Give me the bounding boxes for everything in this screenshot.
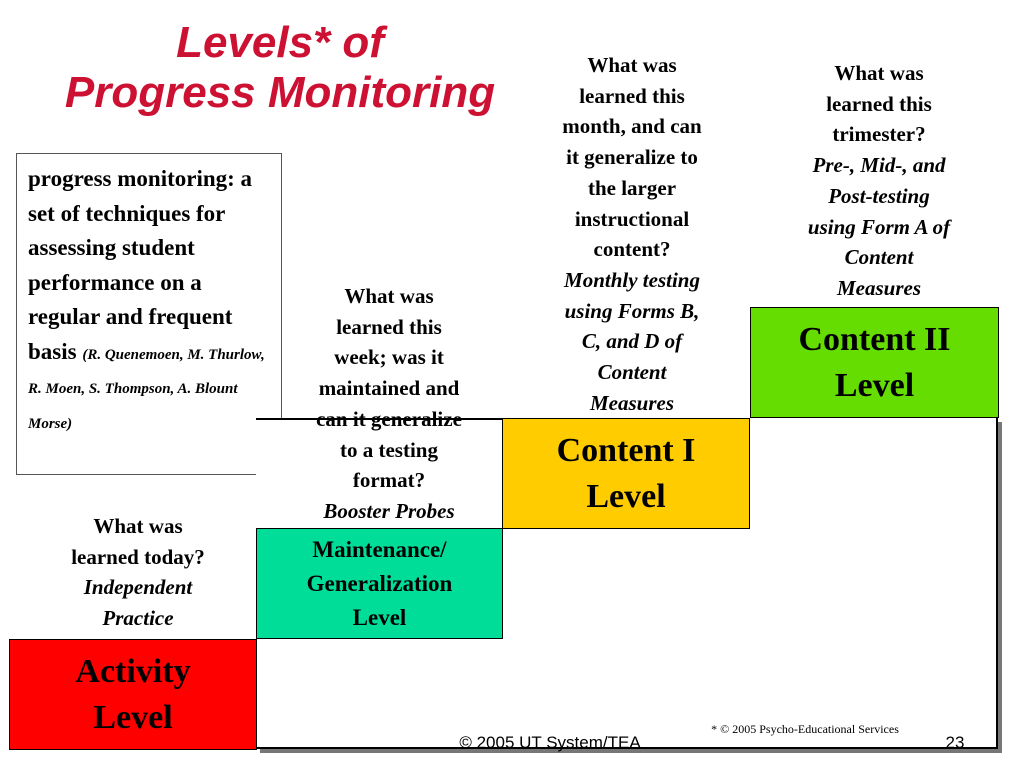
description-method-line: Monthly testing bbox=[564, 267, 700, 292]
definition-citation: (R. Quenemoen, M. Thurlow, R. Moen, S. Thompson, A. Blount Morse) bbox=[28, 346, 265, 432]
slide-title-line-1: Levels* of bbox=[176, 18, 384, 67]
description-question-line: learned today? bbox=[71, 544, 205, 569]
description-method-line: C, and D of bbox=[581, 329, 683, 354]
content-ii-level-box bbox=[750, 307, 999, 418]
description-question-line: can it generalize bbox=[316, 406, 462, 431]
activity-level-box bbox=[9, 639, 257, 750]
description-question-line: month, and can bbox=[562, 114, 702, 139]
content-ii-level-description bbox=[788, 58, 970, 304]
description-question-line: learned this bbox=[579, 83, 685, 108]
activity-level-label-line-2: Level bbox=[93, 698, 173, 736]
content-i-level-description bbox=[543, 50, 721, 418]
description-question-line: What was bbox=[587, 53, 677, 77]
description-question-line: learned this bbox=[336, 314, 442, 339]
description-question-line: to a testing bbox=[340, 437, 438, 462]
maintenance-level-label-line-2: Generalization bbox=[306, 570, 453, 596]
description-question-line: learned this bbox=[826, 91, 932, 116]
description-question-line: week; was it bbox=[334, 345, 444, 370]
content-i-level-box bbox=[502, 418, 750, 529]
description-question-line: instructional bbox=[574, 206, 690, 231]
description-question-line: What was bbox=[834, 61, 924, 85]
description-method-line: Content bbox=[597, 360, 667, 385]
description-method-line: Pre-, Mid-, and bbox=[812, 153, 946, 178]
description-question-line: the larger bbox=[587, 175, 677, 200]
content-ii-level-label-line-2: Level bbox=[834, 366, 915, 404]
description-method-line: using Forms B, bbox=[564, 298, 700, 323]
description-method-line: using Form A of bbox=[807, 214, 951, 239]
description-question-line: content? bbox=[593, 237, 671, 262]
maintenance-level-label-line-3: Level bbox=[352, 604, 407, 630]
description-question-line: What was bbox=[344, 284, 434, 308]
description-question-line: trimester? bbox=[832, 122, 926, 147]
description-method-line: Post-testing bbox=[828, 183, 930, 208]
page-number: 23 bbox=[945, 733, 965, 752]
content-i-level-label-line-2: Level bbox=[586, 477, 666, 515]
slide-title bbox=[20, 18, 540, 118]
content-i-level-label-line-1: Content I bbox=[556, 431, 696, 469]
description-method-line: Content bbox=[844, 245, 914, 270]
description-question-line: What was bbox=[93, 514, 183, 538]
activity-level-description bbox=[40, 511, 236, 634]
slide-title-line-2: Progress Monitoring bbox=[64, 68, 496, 117]
footer-copyright: © 2005 UT System/TEA bbox=[459, 733, 641, 752]
maintenance-level-label-line-1: Maintenance/ bbox=[312, 536, 447, 562]
maintenance-level-box bbox=[256, 528, 503, 639]
footnote-copyright: * © 2005 Psycho-Educational Services bbox=[711, 722, 899, 736]
description-method-line: Measures bbox=[589, 390, 674, 415]
description-question-line: format? bbox=[352, 468, 426, 493]
description-method-line: Measures bbox=[836, 275, 921, 300]
activity-level-label-line-1: Activity bbox=[75, 652, 191, 690]
description-question-line: maintained and bbox=[318, 376, 460, 401]
content-ii-level-label-line-1: Content II bbox=[798, 320, 951, 358]
description-method-line: Booster Probes bbox=[323, 498, 455, 523]
description-method-line: Practice bbox=[102, 606, 174, 631]
definition-box bbox=[16, 153, 282, 475]
description-question-line: it generalize to bbox=[566, 145, 698, 170]
definition-text: progress monitoring: a set of techniques for assessing student performance on a regular and frequent basis bbox=[28, 166, 253, 364]
description-method-line: Independent bbox=[83, 575, 193, 600]
maintenance-level-description bbox=[295, 281, 483, 527]
